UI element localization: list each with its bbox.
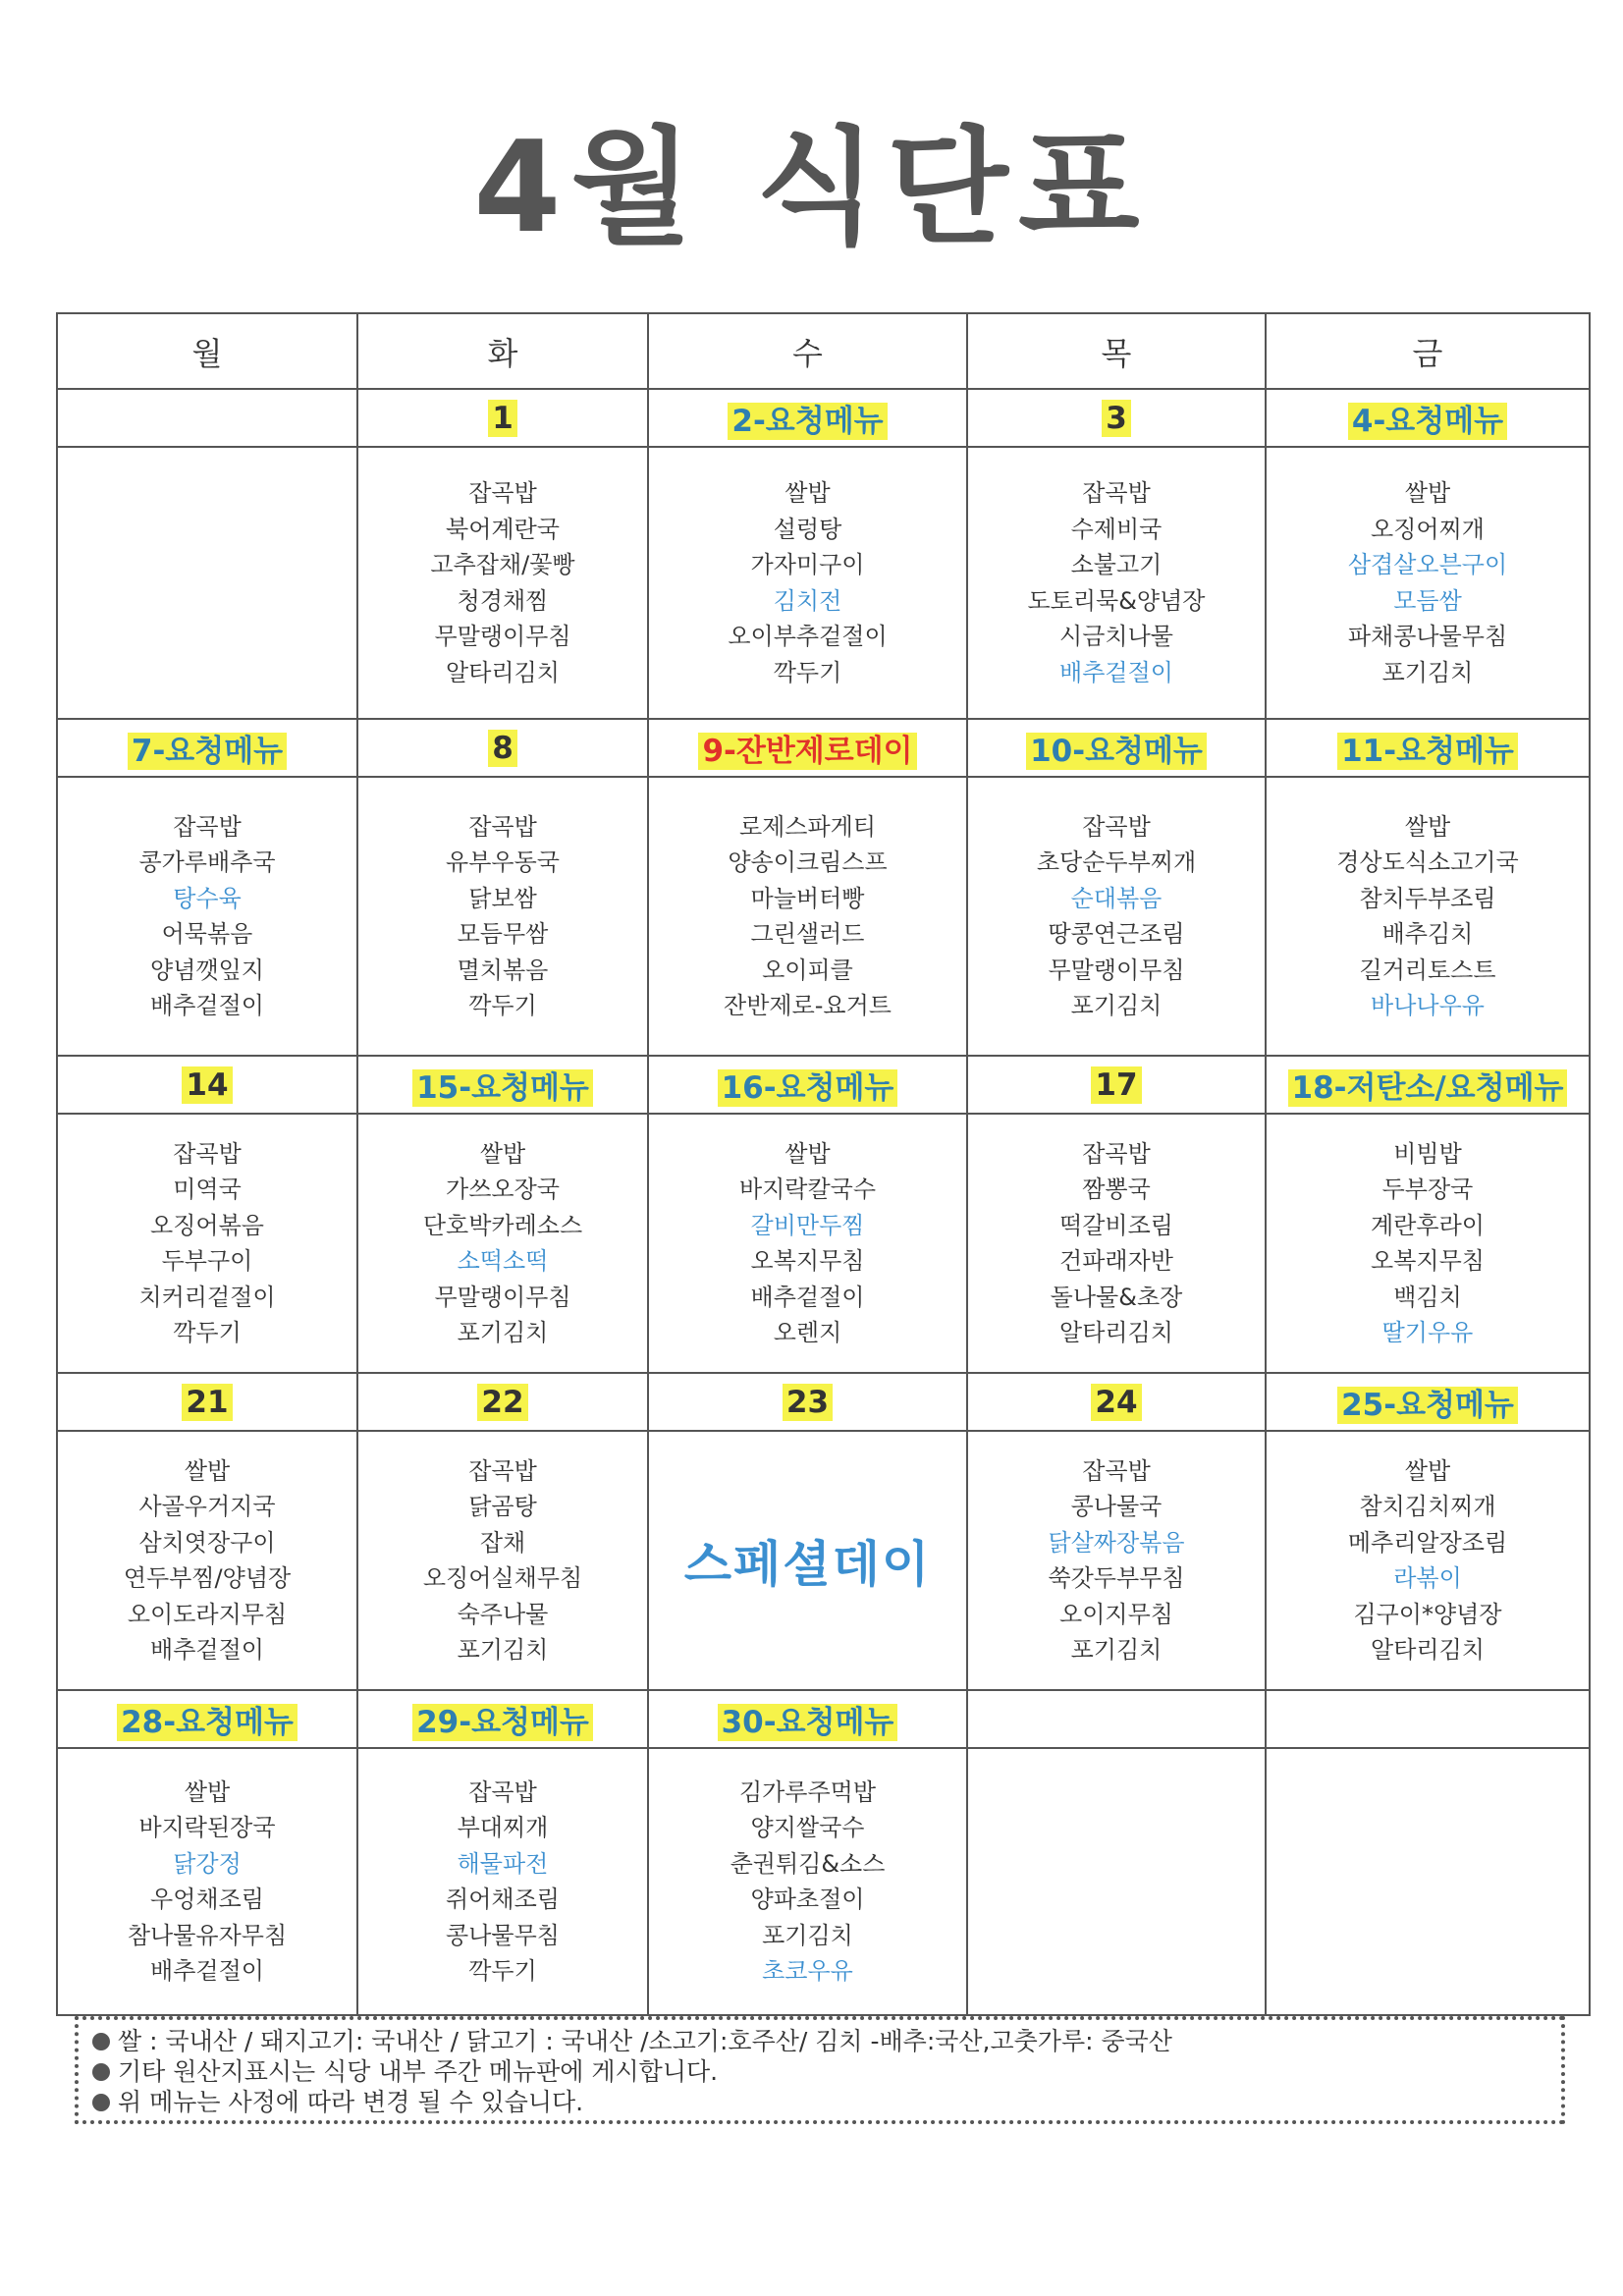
menu-cell	[357, 1748, 648, 2015]
menu-item: 배추겉절이	[750, 1283, 865, 1311]
menu-cell	[357, 1114, 648, 1373]
date-cell	[57, 389, 357, 447]
menu-cell	[648, 1114, 967, 1373]
menu-cell	[648, 447, 967, 719]
menu-item: 로제스파게티	[738, 812, 877, 841]
note-origin	[92, 2026, 1547, 2056]
date-cell	[1266, 719, 1590, 777]
menu-item: 오이지무침	[1059, 1600, 1173, 1628]
date-cell	[357, 389, 648, 447]
menu-item: 북어계란국	[446, 515, 560, 543]
request-date-label: 15-요청메뉴	[412, 1069, 593, 1107]
menu-item: 잡곡밥	[1082, 1139, 1151, 1168]
menu-item: 닭살짜장볶음	[1048, 1528, 1185, 1557]
menu-item: 양송이크림스프	[728, 848, 888, 876]
menu-item: 콩가루배추국	[138, 848, 276, 876]
menu-item: 참치두부조림	[1359, 884, 1496, 912]
menu-row	[57, 777, 1590, 1056]
day-header-row	[57, 313, 1590, 389]
menu-item: 소불고기	[1070, 551, 1163, 578]
menu-cell	[1266, 1431, 1590, 1690]
menu-row	[57, 1114, 1590, 1373]
menu-item: 길거리토스트	[1359, 956, 1496, 984]
date-cell	[648, 1373, 967, 1431]
date-label: 14	[182, 1066, 232, 1104]
request-date-label: 11-요청메뉴	[1337, 733, 1518, 770]
date-label: 24	[1091, 1384, 1141, 1421]
menu-item: 소떡소떡	[457, 1247, 549, 1275]
menu-cell	[648, 1748, 967, 2015]
menu-item: 잡곡밥	[173, 1139, 242, 1168]
menu-item: 춘권튀김&소스	[730, 1849, 886, 1878]
request-date-label: 25-요청메뉴	[1337, 1387, 1518, 1424]
menu-item: 쌀밥	[784, 479, 831, 507]
request-date-label: 30-요청메뉴	[718, 1704, 898, 1741]
menu-cell	[357, 777, 648, 1056]
menu-cell	[648, 777, 967, 1056]
day-header-mon: 월	[57, 313, 357, 389]
menu-cell	[57, 777, 357, 1056]
note-text: 기타 원산지표시는 식당 내부 주간 메뉴판에 게시합니다.	[118, 2057, 719, 2086]
menu-item: 잡곡밥	[468, 1456, 537, 1485]
menu-item: 치커리겉절이	[138, 1283, 276, 1311]
note-change	[92, 2087, 1547, 2117]
menu-cell	[648, 1431, 967, 1690]
date-cell	[357, 1690, 648, 1748]
menu-item: 배추김치	[1381, 920, 1474, 948]
menu-cell	[967, 1114, 1266, 1373]
menu-item: 배추겉절이	[1059, 658, 1173, 686]
date-cell	[967, 1373, 1266, 1431]
menu-item: 잡곡밥	[468, 1777, 537, 1806]
menu-item: 쌀밥	[184, 1456, 231, 1485]
menu-item: 김가루주먹밥	[738, 1777, 877, 1806]
menu-item: 포기김치	[1070, 1636, 1163, 1664]
menu-item: 바나나우유	[1371, 992, 1485, 1019]
date-label: 22	[477, 1384, 527, 1421]
menu-item: 잡채	[479, 1528, 526, 1557]
date-cell	[57, 719, 357, 777]
day-header-tue: 화	[357, 313, 648, 389]
menu-item: 오이도라지무침	[127, 1600, 288, 1628]
date-cell	[648, 1690, 967, 1748]
menu-item: 쥐어채조림	[446, 1886, 560, 1913]
menu-item: 닭강정	[173, 1849, 242, 1878]
menu-cell	[967, 447, 1266, 719]
note-text: 쌀 : 국내산 / 돼지고기: 국내산 / 닭고기 : 국내산 /소고기:호주산/ 김치 -배추:국산,고춧가루: 중국산	[118, 2027, 1172, 2055]
menu-cell	[57, 447, 357, 719]
menu-item: 오이부추겉절이	[728, 623, 888, 650]
menu-item: 그린샐러드	[750, 920, 865, 948]
menu-item: 바지락칼국수	[738, 1175, 877, 1203]
date-label: 8	[488, 730, 517, 767]
menu-cell	[57, 1748, 357, 2015]
date-cell	[57, 1373, 357, 1431]
request-date-label: 28-요청메뉴	[117, 1704, 298, 1741]
menu-item: 오징어찌개	[1371, 515, 1485, 543]
menu-item: 건파래자반	[1059, 1247, 1173, 1275]
menu-item: 알타리김치	[1059, 1319, 1173, 1346]
menu-item: 닭곰탕	[468, 1493, 537, 1520]
day-header-fri: 금	[1266, 313, 1590, 389]
menu-item: 두부구이	[161, 1247, 253, 1275]
menu-item: 깍두기	[468, 1957, 537, 1985]
menu-item: 양념깻잎지	[150, 956, 264, 984]
menu-item: 삼치엿장구이	[138, 1528, 276, 1557]
menu-item: 삼겹살오븐구이	[1347, 551, 1508, 578]
menu-item: 콩나물국	[1070, 1493, 1163, 1520]
request-date-label: 16-요청메뉴	[718, 1069, 898, 1107]
menu-item: 무말랭이무침	[1048, 956, 1185, 984]
menu-item: 양파초절이	[750, 1886, 865, 1913]
date-cell	[357, 719, 648, 777]
menu-cell	[57, 1431, 357, 1690]
date-cell	[57, 1690, 357, 1748]
date-row	[57, 389, 1590, 447]
date-cell	[57, 1056, 357, 1114]
menu-item: 쌀밥	[1404, 1456, 1451, 1485]
menu-item: 배추겉절이	[150, 992, 264, 1019]
date-row	[57, 1373, 1590, 1431]
day-header-wed: 수	[648, 313, 967, 389]
date-cell	[648, 1056, 967, 1114]
menu-item: 우엉채조림	[150, 1886, 264, 1913]
menu-item: 포기김치	[762, 1921, 853, 1949]
menu-item: 잡곡밥	[1082, 479, 1151, 507]
menu-cell	[1266, 1748, 1590, 2015]
menu-item: 갈비만두찜	[750, 1211, 865, 1239]
menu-item: 잡곡밥	[468, 479, 537, 507]
date-label: 1	[488, 400, 517, 437]
menu-item: 깍두기	[173, 1319, 242, 1346]
bullet-icon	[92, 2063, 110, 2081]
menu-item: 초코우유	[762, 1957, 853, 1985]
menu-item: 도토리묵&양념장	[1027, 586, 1206, 615]
date-row	[57, 1690, 1590, 1748]
menu-item: 유부우동국	[446, 848, 560, 876]
note-board	[92, 2056, 1547, 2087]
date-label: 17	[1091, 1066, 1141, 1104]
menu-item: 시금치나물	[1059, 623, 1173, 650]
date-cell	[357, 1056, 648, 1114]
request-date-label: 7-요청메뉴	[128, 733, 287, 770]
request-date-label: 29-요청메뉴	[412, 1704, 593, 1741]
menu-item: 배추겉절이	[150, 1957, 264, 1985]
menu-item: 잡곡밥	[1082, 812, 1151, 841]
menu-item: 단호박카레소스	[422, 1211, 583, 1239]
menu-item: 마늘버터빵	[750, 884, 865, 912]
menu-item: 딸기우유	[1381, 1319, 1474, 1346]
menu-item: 깍두기	[468, 992, 537, 1019]
date-cell	[967, 1056, 1266, 1114]
menu-cell	[967, 777, 1266, 1056]
menu-item: 무말랭이무침	[434, 1283, 571, 1311]
menu-cell	[967, 1431, 1266, 1690]
date-cell	[967, 389, 1266, 447]
date-cell	[1266, 389, 1590, 447]
menu-item: 김치전	[773, 586, 842, 615]
menu-item: 부대찌개	[457, 1814, 549, 1841]
menu-table	[56, 312, 1591, 2016]
menu-item: 메추리알장조림	[1347, 1528, 1508, 1557]
menu-item: 돌나물&초장	[1050, 1283, 1183, 1311]
menu-item: 잡곡밥	[173, 812, 242, 841]
menu-item: 참나물유자무침	[127, 1921, 288, 1949]
special-day-label: 스페셜데이	[683, 1536, 932, 1593]
menu-item: 비빔밥	[1393, 1139, 1462, 1168]
menu-item: 쌀밥	[479, 1139, 526, 1168]
menu-item: 백김치	[1393, 1283, 1462, 1311]
menu-item: 두부장국	[1381, 1175, 1474, 1203]
menu-item: 초당순두부찌개	[1036, 848, 1197, 876]
page-title: 4월 식단표	[473, 115, 1150, 261]
date-cell	[648, 719, 967, 777]
menu-item: 잡곡밥	[468, 812, 537, 841]
date-label: 3	[1102, 400, 1131, 437]
menu-item: 고추잡채/꽃빵	[430, 551, 575, 578]
menu-item: 무말랭이무침	[434, 623, 571, 650]
lowcarbon-date-label: 18-저탄소/요청메뉴	[1288, 1069, 1568, 1107]
menu-item: 짬뽕국	[1082, 1175, 1151, 1203]
menu-item: 연두부찜/양념장	[123, 1564, 292, 1592]
menu-item: 오징어실채무침	[422, 1564, 583, 1592]
menu-cell	[967, 1748, 1266, 2015]
menu-item: 배추겉절이	[150, 1636, 264, 1664]
menu-item: 청경채찜	[457, 586, 549, 615]
date-row	[57, 1056, 1590, 1114]
menu-item: 잔반제로-요거트	[724, 992, 892, 1019]
menu-item: 가자미구이	[750, 551, 865, 578]
menu-item: 가쓰오장국	[446, 1175, 560, 1203]
menu-item: 사골우거지국	[138, 1493, 276, 1520]
menu-item: 바지락된장국	[138, 1814, 276, 1841]
menu-item: 수제비국	[1070, 515, 1163, 543]
menu-item: 포기김치	[1381, 658, 1474, 686]
notes-box	[75, 2016, 1565, 2124]
menu-row	[57, 1431, 1590, 1690]
menu-item: 잡곡밥	[1082, 1456, 1151, 1485]
menu-item: 닭보쌈	[468, 884, 537, 912]
menu-item: 쌀밥	[1404, 812, 1451, 841]
menu-item: 김구이*양념장	[1353, 1600, 1502, 1628]
menu-row	[57, 1748, 1590, 2015]
menu-cell	[1266, 1114, 1590, 1373]
menu-item: 깍두기	[773, 658, 842, 686]
menu-item: 숙주나물	[457, 1600, 549, 1628]
menu-item: 어묵볶음	[161, 920, 253, 948]
menu-item: 쌀밥	[1404, 479, 1451, 507]
menu-item: 쌀밥	[184, 1777, 231, 1806]
date-label: 21	[182, 1384, 232, 1421]
menu-item: 양지쌀국수	[750, 1814, 865, 1841]
menu-item: 오이피클	[762, 956, 853, 984]
menu-item: 알타리김치	[446, 658, 560, 686]
menu-item: 포기김치	[1070, 992, 1163, 1019]
menu-item: 포기김치	[457, 1319, 549, 1346]
date-cell	[967, 1690, 1266, 1748]
date-cell	[648, 389, 967, 447]
menu-item: 오복지무침	[1371, 1247, 1485, 1275]
date-label: 23	[783, 1384, 833, 1421]
menu-item: 쑥갓두부무침	[1048, 1564, 1185, 1592]
date-cell	[1266, 1690, 1590, 1748]
menu-item: 순대볶음	[1070, 884, 1163, 912]
request-date-label: 4-요청메뉴	[1348, 403, 1507, 440]
zero-date-label: 9-잔반제로데이	[698, 733, 916, 770]
menu-item: 모듬쌈	[1393, 586, 1462, 615]
date-cell	[1266, 1056, 1590, 1114]
menu-item: 미역국	[173, 1175, 242, 1203]
menu-item: 참치김치찌개	[1359, 1493, 1496, 1520]
menu-item: 해물파전	[457, 1849, 549, 1878]
menu-item: 오복지무침	[750, 1247, 865, 1275]
menu-cell	[357, 447, 648, 719]
bullet-icon	[92, 2033, 110, 2050]
request-date-label: 2-요청메뉴	[728, 403, 887, 440]
menu-item: 멸치볶음	[457, 956, 549, 984]
menu-item: 경상도식소고기국	[1336, 848, 1519, 876]
note-text: 위 메뉴는 사정에 따라 변경 될 수 있습니다.	[118, 2088, 584, 2116]
menu-item: 떡갈비조림	[1059, 1211, 1173, 1239]
menu-item: 오렌지	[773, 1319, 842, 1346]
menu-cell	[1266, 447, 1590, 719]
menu-row	[57, 447, 1590, 719]
menu-item: 콩나물무침	[446, 1921, 560, 1949]
date-cell	[357, 1373, 648, 1431]
date-cell	[967, 719, 1266, 777]
menu-item: 파채콩나물무침	[1347, 623, 1508, 650]
menu-item: 설렁탕	[773, 515, 842, 543]
menu-item: 땅콩연근조림	[1048, 920, 1185, 948]
day-header-thu: 목	[967, 313, 1266, 389]
request-date-label: 10-요청메뉴	[1026, 733, 1207, 770]
bullet-icon	[92, 2094, 110, 2111]
menu-item: 모듬무쌈	[457, 920, 549, 948]
menu-item: 알타리김치	[1371, 1636, 1485, 1664]
menu-item: 라볶이	[1393, 1564, 1462, 1592]
menu-item: 쌀밥	[784, 1139, 831, 1168]
menu-item: 포기김치	[457, 1636, 549, 1664]
menu-cell	[57, 1114, 357, 1373]
menu-item: 탕수육	[173, 884, 242, 912]
date-row	[57, 719, 1590, 777]
date-cell	[1266, 1373, 1590, 1431]
menu-cell	[357, 1431, 648, 1690]
menu-cell	[1266, 777, 1590, 1056]
menu-item: 오징어볶음	[150, 1211, 264, 1239]
menu-item: 계란후라이	[1371, 1211, 1485, 1239]
